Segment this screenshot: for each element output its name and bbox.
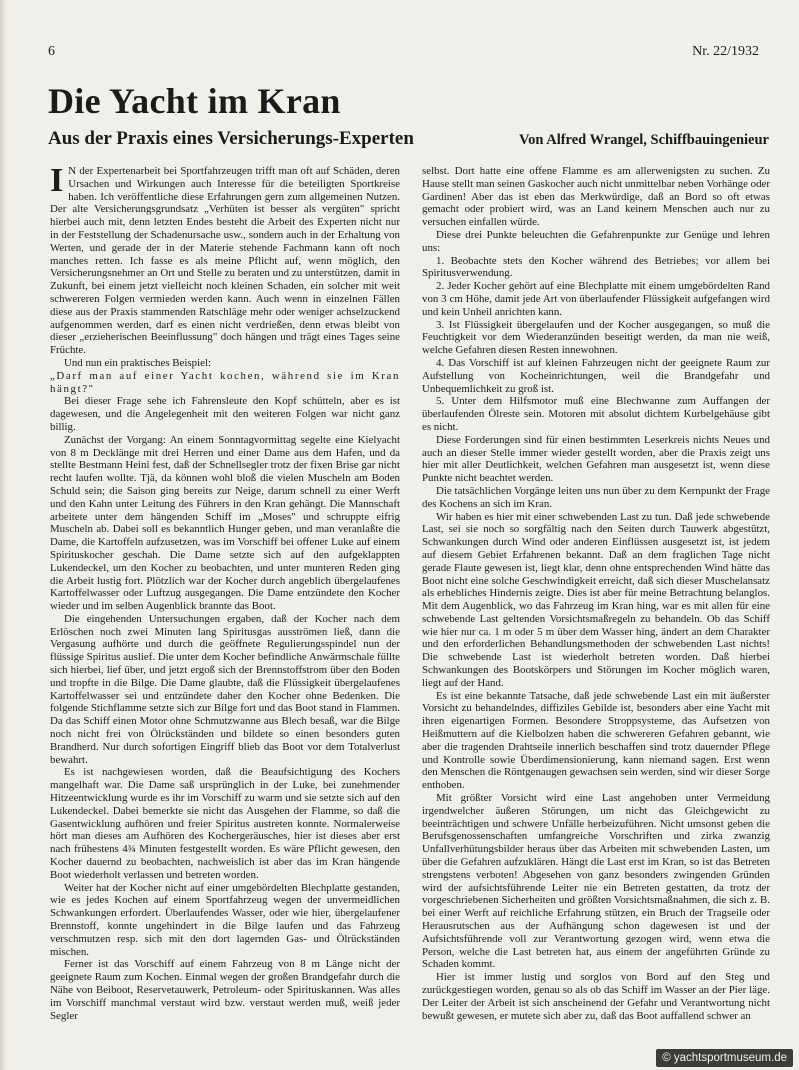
rule-item: 4. Das Vorschiff ist auf kleinen Fahrzeugen nicht der geeignete Raum zur Aufstellung von Kocheinrichtungen, weil die Brandgefahr und Unbequemlichkeit zu groß ist. <box>422 356 770 395</box>
article-title: Die Yacht im Kran <box>48 81 341 121</box>
paragraph: Wir haben es hier mit einer schwebenden Last zu tun. Daß jede schwebende Last, sei sie noch so sorgfältig nach den Seiten durch Tauwerk abgestützt, Schwankungen durch Wind oder anderen Einflüssen ausgesetzt ist, ist jedem auf diesem Gebiet Erfahrenen bekannt. Daß an dem fraglichen Tage nicht gerade Flaute gewesen ist, liegt klar, denn ohne entsprechenden Wind hätte das Boot nicht eine solche Geschwindigkeit erreicht, daß sich dieser Muschelansatz als erhebliches Hindernis zeigte. Dies ist aber für meine Betrachtung belanglos. Mit dem Augenblick, wo das Fahrzeug im Kran hing, war es mit allen für eine schwebende Last geltenden Vorsichtsmaßregeln zu behandeln. Ob das Schiff wie hier nur ca. 1 m oder 5 m über dem Wasser hing, ändert an dem Charakter und den erforderlichen Behandlungsmethoden der schwebenden Last nichts! Die schwebende Last ist wiederholt betreten worden. Daß hierbei Schwankungen des Bootskörpers und Störungen im Kocher möglich waren, liegt auf der Hand. <box>422 510 770 689</box>
paragraph: Diese drei Punkte beleuchten die Gefahrenpunkte zur Genüge und lehren uns: <box>422 228 770 254</box>
paragraph: Mit größter Vorsicht wird eine Last angehoben unter Vermeidung irgendwelcher äußeren Störungen, um nicht das Gleichgewicht zu beeinträchtigen und schwere Unfälle herbeizuführen. Nicht umsonst geben die Berufsgenossenschaften umfangreiche Vorschriften und zirka zwanzig Unfallverhütungsbilder heraus über das Arbeiten mit schwebenden Lasten, um über die Gefahren aufzuklären. Hängt die Last erst im Kran, so ist das Betreten strengstens verboten! Abgesehen von ganz besonders zwingenden Gründen wird der aufsichtsführende Leiter nie ein Betreten gestatten, da trotz der vorgeschriebenen Sicherheiten und größten Vorsichtsmaßnahmen, die sich z. B. bei einer Werft auf reichliche Erfahrung stützen, ein Bruch der Tragseile oder Herausrutschen aus der Aufhängung schon dagewesen ist und der Aufsichtsführende voll zur Verantwortung gezogen wird, wenn etwa die Person, welche die Last betreten hat, aus einem der angeführten Gründe zu Schaden kommt. <box>422 792 770 971</box>
paragraph: Ferner ist das Vorschiff auf einem Fahrzeug von 8 m Länge nicht der geeignete Raum zum Kochen. Einmal wegen der großen Brandgefahr durch die Nähe von Beiboot, Reservetauwerk, Petroleum- oder Spirituskannen. Was alles im Vorschiff manchmal verstaut wird bzw. verstaut werden muß, weiß jeder Segler <box>50 958 400 1022</box>
paragraph: Diese Forderungen sind für einen bestimmten Leserkreis nichts Neues und auch an dieser Stelle immer wieder gestellt worden, aber die Praxis zeigt uns hier mit aller Deutlichkeit, welchen Gefahren man ausgesetzt ist, wenn diese Punkte nicht beachtet werden. <box>422 433 770 485</box>
paragraph: Zunächst der Vorgang: An einem Sonntagvormittag segelte eine Kielyacht von 8 m Decklänge mit drei Herren und einer Dame aus dem Hafen, und da stellte Bestmann Heini fest, daß der Schnellsegler trotz der fixen Brise gar nicht recht laufen wollte. Tjä, da können wohl bloß die vielen Muscheln am Boden Schuld sein; die Saison ging bereits zur Neige, darum schnell zu einer Werft und den Kahn unter Leitung des Führers in den Kran gehängt. Die Mannschaft arbeitete unter dem hängenden Schiff im „Moses" und schruppte eifrig Muscheln ab. Dabei soll es bekanntlich Hunger geben, und man veranlaßte die Dame, die Kartoffeln aufzusetzen, was im Vorschiff bei offener Luke auf einem Spirituskocher geschah. Die Dame setzte sich auf den aufgeklappten Lukendeckel, um den Kocher zu beobachten, und unter munteren Reden ging die Arbeit lustig fort. Plötzlich war der Kocher durch angeblich übergelaufenes Kartoffelwasser oder Luftzug ausgegangen. Die Dame entzündete den Kocher wieder und im selben Augenblick brannte das Boot. <box>50 433 400 613</box>
example-question: „Darf man auf einer Yacht kochen, während sie im Kran hängt?" <box>50 369 400 395</box>
issue-number: Nr. 22/1932 <box>692 44 759 59</box>
rule-item: 2. Jeder Kocher gehört auf eine Blechplatte mit einem umgebördelten Rand von 3 cm Höhe, damit jede Art von überlaufender Flüssigkeit aufgefangen wird und kein Unheil anrichten kann. <box>422 280 770 318</box>
drop-cap: I <box>50 165 64 199</box>
paragraph: Es ist nachgewiesen worden, daß die Beaufsichtigung des Kochers mangelhaft war. Die Dame saß ursprünglich in der Luke, bei zunehmender Hitzeentwicklung wurde es ihr im Vorschiff zu warm und sie setzte sich auf den Lukendeckel. Dabei bemerkte sie nicht das Ausgehen der Flamme, so daß die Gasentwicklung aufhören und freier Spiritus austreten konnte. Normalerweise hört man dieses am Aufhören des Kochergeräusches, hier ist dieses aber erst nach frühestens 4¾ Minuten festgestellt worden. Es wäre Pflicht gewesen, den Kocher dauernd zu beobachten, nachweislich ist aber das im Kran hängende Boot wiederholt verlassen und betreten worden. <box>50 766 400 881</box>
paragraph: Bei dieser Frage sehe ich Fahrensleute den Kopf schütteln, aber es ist dagewesen, und die Angelegenheit mit den weiteren Folgen war nicht ganz billig. <box>50 395 400 433</box>
paragraph: selbst. Dort hatte eine offene Flamme es am allerwenigsten zu suchen. Zu Hause stellt man seinen Gaskocher auch nicht unmittelbar neben Vorhänge oder Gardinen! Aber das ist eben das Merkwürdige, daß an Bord so oft etwas gemacht oder probiert wird, was an Land keinem Menschen auch nur zu versuchen einfallen würde. <box>422 165 770 229</box>
watermark-label: © yachtsportmuseum.de <box>656 1049 793 1067</box>
paragraph: Weiter hat der Kocher nicht auf einer umgebördelten Blechplatte gestanden, wie es jedes Kochen auf einem Sportfahrzeug wegen der unvermeidlichen Schwankungen erfordert. Überlaufendes Wasser, oder wie hier, übergelaufener Brennstoff, konnte ungehindert in die Bilge laufen und das Fahrzeug verschmutzen resp. sich mit den dort lagernden Gas- und Ölrückständen mischen. <box>50 881 400 958</box>
right-column <box>422 165 770 1055</box>
page-edge-shadow <box>0 0 6 1070</box>
article-byline: Von Alfred Wrangel, Schiffbauingenieur <box>518 132 769 148</box>
page-number: 6 <box>48 44 55 59</box>
paragraph-text: N der Expertenarbeit bei Sportfahrzeugen trifft man oft auf Schäden, deren Ursachen und Wirkungen auch Interesse für die beteiligten Sportkreise haben. Ich veröffentliche diese Erfahrungen gern zum allgemeinen Nutzen. Der alte Versicherungsgrundsatz „Verhüten ist besser als vergüten" spricht hierbei auch mit, denn letzten Endes besteht die Arbeit des Experten nicht nur in der Feststellung der Schadenursache usw., sondern auch in der Erhaltung von Werten, und gerade der in der Materie stehende Fachmann kann oft noch manches retten. Ich fasse es als meine Pflicht auf, wenn möglich, den Versicherungsnehmer an Ort und Stelle zu beraten und zu unterstützen, damit in Zukunft, bei einem jetzt vielleicht noch kleinen Schaden, ein solcher mit weit schwereren Folgen vermieden werden kann. Auch wenn in einzelnen Fällen diese aus der Praxis stammenden Ratschläge mehr oder weniger achselzuckend aufgenommen werden, darf es einen nicht verdrießen, denn etwas bleibt von dieser „erzieherischen Beeinflussung" doch hängen und trägt eines Tages seine Früchte. <box>50 165 400 357</box>
left-column <box>50 165 400 1055</box>
paragraph: Es ist eine bekannte Tatsache, daß jede schwebende Last ein mit äußerster Vorsicht zu behandelndes, diffiziles Gebilde ist, besonders aber eine Yacht mit ihren eigenartigen Formen. Besondere Stroppsysteme, das Aufsetzen von Heißmuttern auf die Kielbolzen haben die schwereren Gefahren gebannt, wie aber die tragenden Drahtseile innerlich beschaffen sind trotz dauernder Pflege und Kontrolle sowie Überdimensionierung, kann niemand sagen. Erst wenn den Menschen die Röntgenaugen gewachsen sein werden, sind wir dieser Sorge enthoben. <box>422 689 770 792</box>
paragraph: Und nun ein praktisches Beispiel: <box>64 356 211 369</box>
subtitle-row <box>48 128 769 150</box>
article-subtitle: Aus der Praxis eines Versicherungs-Experten <box>48 128 414 149</box>
rule-item: 3. Ist Flüssigkeit übergelaufen und der Kocher ausgegangen, so muß die Feuchtigkeit vor dem Wiederanzünden beseitigt werden, da man nie weiß, welche Gefahren diesen Resten innewohnen. <box>422 318 770 357</box>
paragraph <box>50 165 400 357</box>
paragraph: Die tatsächlichen Vorgänge leiten uns nun über zu dem Kernpunkt der Frage des Kochens an sich im Kran. <box>422 484 770 510</box>
paragraph: Hier ist immer lustig und sorglos von Bord auf den Steg und zurückgestiegen worden, genau so als ob das Schiff im Wasser an der Pier läge. Der Leiter der Arbeit ist sich anscheinend der Gefahr und Verantwortung nicht bewußt gewesen, er mutete sich aber zu, daß das Boot auffallend schwer an <box>422 971 770 1022</box>
paragraph: Die eingehenden Untersuchungen ergaben, daß der Kocher nach dem Erlöschen noch zwei Minuten lang Spiritusgas ausströmen ließ, dann die Vergasung aufhörte und durch die geöffnete Regulierungsspindel nun der flüssige Spiritus auslief. Die unter dem Kocher befindliche Anwärmschale füllte sich hierbei, lief über, und jetzt ergoß sich der Brennstoffstrom über den Boden und tropfte in die Bilge. Die Dame glaubte, daß die Flüssigkeit übergelaufenes Kartoffelwasser sei und entzündete daher den Kocher ohne Bedenken. Die folgende Stichflamme setzte sich zur Bilge fort und das Boot stand in Flammen. Da das Schiff einen Motor ohne Schmutzwanne aus Blech besaß, war die Bilge noch nicht frei von Ölrückständen und bildete so einen besonders guten Brandherd. Nur durch sofortigen Eingriff blieb das Boot vor dem Totalverlust bewahrt. <box>50 612 400 766</box>
rule-item: 1. Beobachte stets den Kocher während des Betriebes; vor allem bei Spiritusverwendung. <box>422 254 770 280</box>
rule-item: 5. Unter dem Hilfsmotor muß eine Blechwanne zum Auffangen der überlaufenden Ölreste sein. Motoren mit absolut dichtem Kurbelgehäuse gibt es nicht. <box>422 395 770 433</box>
